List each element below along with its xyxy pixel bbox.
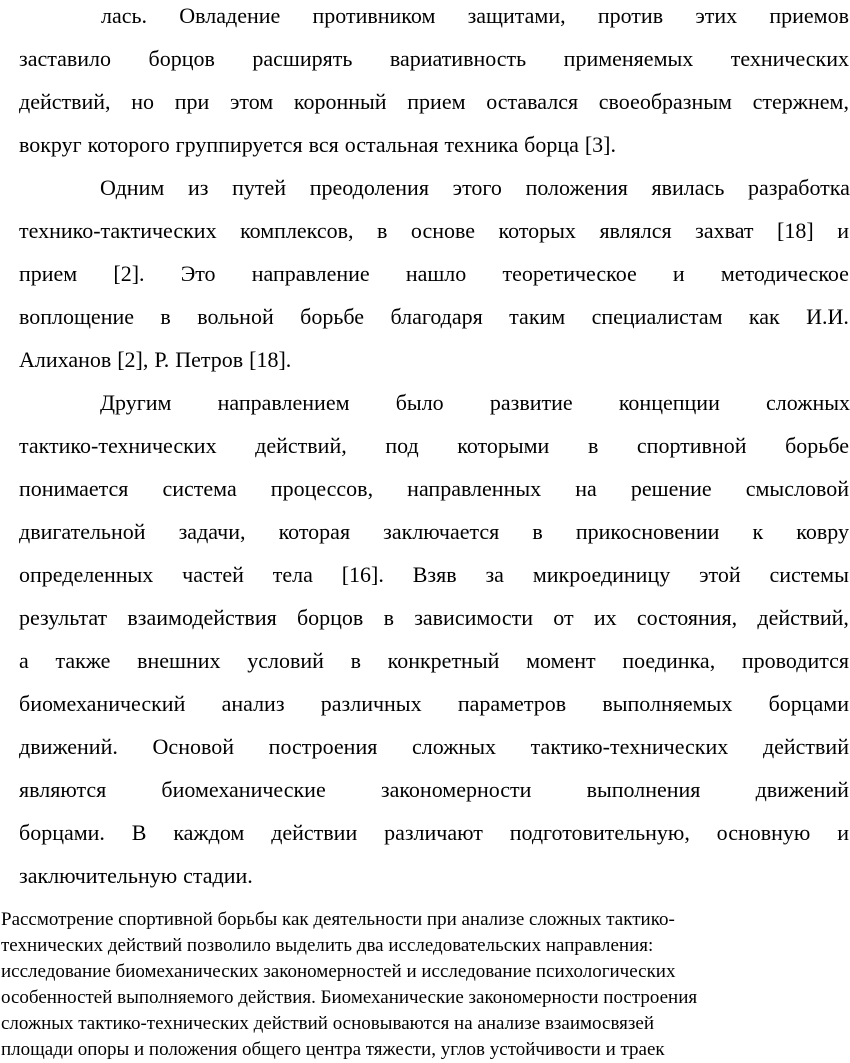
word: своеобразным — [598, 89, 732, 114]
word: движений. — [19, 734, 118, 759]
word: действий, — [757, 605, 849, 630]
text-line — [19, 432, 849, 460]
word: В — [131, 820, 147, 845]
word: И.И. — [806, 304, 849, 329]
word: расширять — [252, 46, 353, 71]
text-line — [19, 217, 849, 245]
word: специалистам — [591, 304, 723, 329]
text-line — [19, 260, 849, 288]
word: таким — [509, 304, 566, 329]
text-line — [19, 45, 849, 73]
word: путей — [232, 175, 287, 200]
text-line — [19, 475, 849, 503]
word: от — [553, 605, 574, 630]
word: борьбе — [785, 433, 849, 458]
word: которых — [498, 218, 576, 243]
word: под — [385, 433, 419, 458]
text-line — [19, 647, 849, 675]
text-line — [19, 604, 849, 632]
word: технических — [730, 46, 849, 71]
word: частей — [182, 562, 244, 587]
word: комплексов, — [240, 218, 354, 243]
word: различают — [384, 820, 483, 845]
word: параметров — [457, 691, 567, 716]
word: конкретный — [387, 648, 500, 673]
word: вариативность — [389, 46, 527, 71]
text-line — [19, 776, 849, 804]
word: противником — [312, 3, 436, 28]
word: проводится — [741, 648, 849, 673]
word: преодоления — [309, 175, 429, 200]
word: тактико-технических — [530, 734, 729, 759]
word: технико-тактических — [19, 218, 217, 243]
word: вольной — [197, 304, 274, 329]
word: действий, — [19, 89, 111, 114]
word: тактико-технических — [19, 433, 217, 458]
word: благодаря — [390, 304, 483, 329]
word: которая — [278, 519, 351, 544]
word: заставило — [19, 46, 112, 71]
word: борцами — [768, 691, 849, 716]
word: основную — [716, 820, 811, 845]
word: смысловой — [745, 476, 849, 501]
text-line: технических действий позволило выделить два исследовательских направления: — [1, 935, 654, 956]
word: их — [593, 605, 617, 630]
word: условий — [247, 648, 324, 673]
word: этого — [452, 175, 502, 200]
word: и — [672, 261, 685, 286]
word: за — [485, 562, 504, 587]
word: в — [160, 304, 171, 329]
word: Овладение — [179, 3, 281, 28]
word: [2], — [117, 347, 149, 372]
word: зависимости — [414, 605, 533, 630]
word: Это — [180, 261, 216, 286]
word: являются — [19, 777, 107, 802]
text-line — [100, 389, 850, 417]
word: которыми — [457, 433, 550, 458]
word: являлся — [599, 218, 672, 243]
word: Другим — [100, 390, 172, 415]
word: направленных — [407, 476, 542, 501]
word: также — [55, 648, 111, 673]
word: биомеханические — [161, 777, 326, 802]
word: [3]. — [584, 132, 616, 157]
word: теоретическое — [502, 261, 637, 286]
word: заключительную — [19, 863, 178, 888]
word: в — [377, 218, 388, 243]
text-line: исследование биомеханических закономерностей и исследование психологических — [1, 961, 676, 982]
word: система — [162, 476, 237, 501]
text-line — [19, 690, 849, 718]
word: борцов — [296, 605, 364, 630]
word: Р. — [154, 347, 170, 372]
text-line: Рассмотрение спортивной борьбы как деятельности при анализе сложных тактико- — [1, 909, 675, 930]
word: результат — [19, 605, 108, 630]
word: приемов — [769, 3, 849, 28]
word: подготовительную, — [509, 820, 690, 845]
word: каждом — [173, 820, 245, 845]
word: оставался — [486, 89, 579, 114]
word: основе — [410, 218, 476, 243]
word: положения — [525, 175, 628, 200]
text-line — [19, 518, 849, 546]
word: решение — [630, 476, 712, 501]
word: коронный — [293, 89, 387, 114]
word: действии — [271, 820, 358, 845]
word: вокруг — [19, 132, 82, 157]
word: сложных — [412, 734, 496, 759]
word: тела — [272, 562, 313, 587]
word: концепции — [618, 390, 720, 415]
word: явилась — [651, 175, 725, 200]
word: направление — [251, 261, 370, 286]
word: методическое — [720, 261, 849, 286]
word: закономерности — [380, 777, 532, 802]
word: выполняемых — [602, 691, 733, 716]
word: микроединицу — [532, 562, 671, 587]
word: и — [837, 820, 849, 845]
word: вся — [308, 132, 339, 157]
word: построения — [268, 734, 378, 759]
word: двигательной — [19, 519, 146, 544]
word: спортивной — [636, 433, 747, 458]
word: действий, — [255, 433, 347, 458]
word: этом — [229, 89, 274, 114]
word: борца — [524, 132, 579, 157]
word: Основой — [152, 734, 234, 759]
word: борцами. — [19, 820, 105, 845]
word: определенных — [19, 562, 154, 587]
word: [18] — [777, 218, 814, 243]
word: в — [587, 433, 599, 458]
word: применяемых — [563, 46, 694, 71]
word: стадии. — [183, 863, 253, 888]
word: Алиханов — [19, 347, 112, 372]
word: взаимодействия — [127, 605, 277, 630]
word: в — [350, 648, 361, 673]
word: понимается — [19, 476, 129, 501]
word: но — [131, 89, 155, 114]
word: в — [532, 519, 543, 544]
text-line — [19, 303, 849, 331]
word: техника — [444, 132, 519, 157]
word: которого — [87, 132, 170, 157]
word: состояния, — [636, 605, 738, 630]
word: развитие — [489, 390, 573, 415]
text-line: площади опоры и положения общего центра тяжести, углов устойчивости и траек — [1, 1039, 665, 1060]
word: к — [752, 519, 764, 544]
text-line — [19, 131, 849, 159]
text-line: особенностей выполняемого действия. Биомеханические закономерности построения — [1, 987, 698, 1008]
word: [18]. — [249, 347, 292, 372]
text-line — [19, 561, 849, 589]
word: этой — [699, 562, 741, 587]
text-line — [19, 862, 849, 890]
word: прикосновении — [575, 519, 720, 544]
word: из — [187, 175, 209, 200]
word: а — [19, 648, 29, 673]
text-line — [19, 346, 849, 374]
text-line — [100, 174, 850, 202]
word: системы — [769, 562, 849, 587]
word: лась. — [101, 3, 148, 28]
word: биомеханический — [19, 691, 186, 716]
word: действий — [762, 734, 849, 759]
word: выполнения — [586, 777, 701, 802]
word: внешних — [137, 648, 221, 673]
word: при — [174, 89, 210, 114]
word: Взяв — [412, 562, 457, 587]
word: на — [575, 476, 597, 501]
word: борцов — [148, 46, 215, 71]
word: Петров — [175, 347, 244, 372]
word: поединка, — [622, 648, 716, 673]
word: остальная — [344, 132, 439, 157]
text-line — [19, 88, 849, 116]
word: группируется — [175, 132, 303, 157]
word: анализ — [221, 691, 285, 716]
word: прием — [407, 89, 466, 114]
word: захват — [695, 218, 754, 243]
word: прием — [19, 261, 78, 286]
word: движений — [755, 777, 849, 802]
text-line — [19, 733, 849, 761]
word: момент — [526, 648, 596, 673]
word: Одним — [100, 175, 165, 200]
word: и — [837, 218, 849, 243]
word: стержнем, — [752, 89, 849, 114]
word: нашло — [405, 261, 467, 286]
word: [2]. — [113, 261, 145, 286]
word: разработка — [748, 175, 850, 200]
text-line — [101, 2, 849, 30]
word: сложных — [766, 390, 850, 415]
word: в — [383, 605, 394, 630]
text-line: сложных тактико-технических действий основываются на анализе взаимосвязей — [1, 1013, 655, 1034]
word: против — [597, 3, 664, 28]
word: борьбе — [300, 304, 365, 329]
word: ковру — [796, 519, 849, 544]
word: задачи, — [178, 519, 246, 544]
word: как — [748, 304, 780, 329]
word: процессов, — [270, 476, 374, 501]
word: направлением — [217, 390, 350, 415]
word: [16]. — [341, 562, 384, 587]
word: заключается — [383, 519, 500, 544]
word: было — [395, 390, 444, 415]
word: защитами, — [467, 3, 566, 28]
word: воплощение — [19, 304, 135, 329]
word: этих — [695, 3, 738, 28]
word: различных — [320, 691, 422, 716]
text-line — [19, 819, 849, 847]
